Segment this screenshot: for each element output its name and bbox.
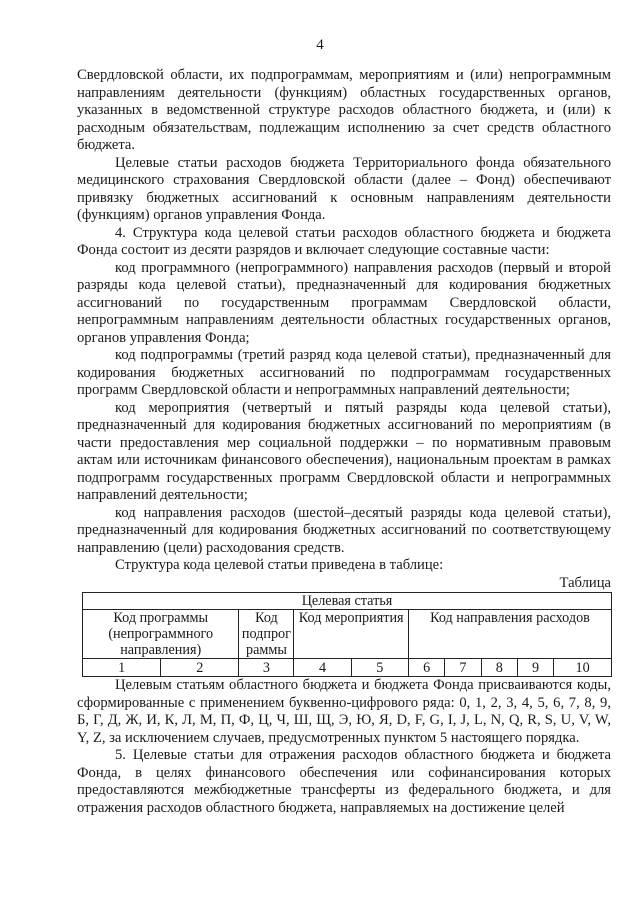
col-event-code: Код мероприятия (294, 610, 409, 659)
col-program-code: Код программы (непрограммного направления) (83, 610, 239, 659)
digit-cell: 8 (481, 659, 517, 677)
paragraph-continuation: Свердловской области, их подпрограммам, мероприятиям и (или) непрограммным направлениям деятельности (функциям) областных государственных органов, указанных в ведомственной структуре расходов областного бюджета, и (или) к расходным обязательствам, подлежащим исполнению за счет средств областного бюджета. (77, 67, 611, 153)
digit-cell: 6 (408, 659, 444, 677)
list-item-program-code: код программного (непрограммного) направления расходов (первый и второй разряды кода целевой статьи), предназначенный для кодирования бюджетных ассигнований по государственным программам Свердловской области, непрограммным направлениям деятельности областных государственных органов, органов управления Фонда; (77, 259, 611, 346)
list-item-event-code: код мероприятия (четвертый и пятый разряды кода целевой статьи), предназначенный для кодирования бюджетных ассигнований по мероприятиям (в части предоставления мер социальной поддержки – по нормативным правовым актам или источникам финансового обеспечения), национальным проектам в рамках подпрограмм государственных программ Свердловской области и непрограммных направлений деятельности; (77, 399, 611, 503)
digit-cell: 10 (554, 659, 612, 677)
col-direction-code: Код направления расходов (408, 610, 611, 659)
paragraph-structure: 4. Структура кода целевой статьи расходов областного бюджета и бюджета Фонда состоит из десяти разрядов и включает следующие составные части: (77, 224, 611, 258)
col-subprogram-code: Код подпрог раммы (239, 610, 294, 659)
table-header: Целевая статья (83, 593, 612, 610)
document-body (77, 67, 611, 817)
digit-cell: 1 (83, 659, 161, 677)
code-structure-table (82, 592, 612, 677)
paragraph-fund-articles: Целевые статьи расходов бюджета Территориального фонда обязательного медицинского страхования Свердловской области (далее – Фонд) обеспечивают привязку бюджетных ассигнований к основным направлениям деятельности (функциям) органов управления Фонда. (77, 154, 611, 223)
table-intro: Структура кода целевой статьи приведена в таблице: (115, 557, 444, 573)
digit-cell: 3 (239, 659, 294, 677)
table-label: Таблица (559, 574, 611, 591)
digit-cell: 2 (161, 659, 239, 677)
list-item-subprogram-code: код подпрограммы (третий разряд кода целевой статьи), предназначенный для кодирования бюджетных ассигнований по подпрограммам государственных программ Свердловской области и непрограммных направлений деятельности; (77, 347, 611, 398)
list-item-direction-code: код направления расходов (шестой–десятый разряды кода целевой статьи), предназначенный для кодирования бюджетных ассигнований по соответствующему направлению (цели) расходования средств. (77, 504, 611, 556)
paragraph-codes: Целевым статьям областного бюджета и бюджета Фонда присваиваются коды, сформированные с применением буквенно-цифрового ряда: 0, 1, 2, 3, 4, 5, 6, 7, 8, 9, Б, Г, Д, Ж, И, К, Л, М, П, Ф, Ц, Ч, Ш, Щ, Э, Ю, Я, D, F, G, I, J, L, N, Q, R, S, U, V, W, Y, Z, за исключением случаев, предусмотренных пунктом 5 настоящего порядка. (77, 677, 611, 746)
digit-cell: 4 (294, 659, 351, 677)
digit-cell: 9 (517, 659, 553, 677)
digit-cell: 5 (351, 659, 408, 677)
paragraph-five: 5. Целевые статьи для отражения расходов областного бюджета и бюджета Фонда, в целях финансового обеспечения или софинансирования которых предоставляются межбюджетные трансферты из федерального бюджета, и для отражения расходов областного бюджета, направляемых на достижение целей (77, 747, 611, 816)
page-number: 4 (316, 37, 324, 53)
digit-cell: 7 (445, 659, 481, 677)
